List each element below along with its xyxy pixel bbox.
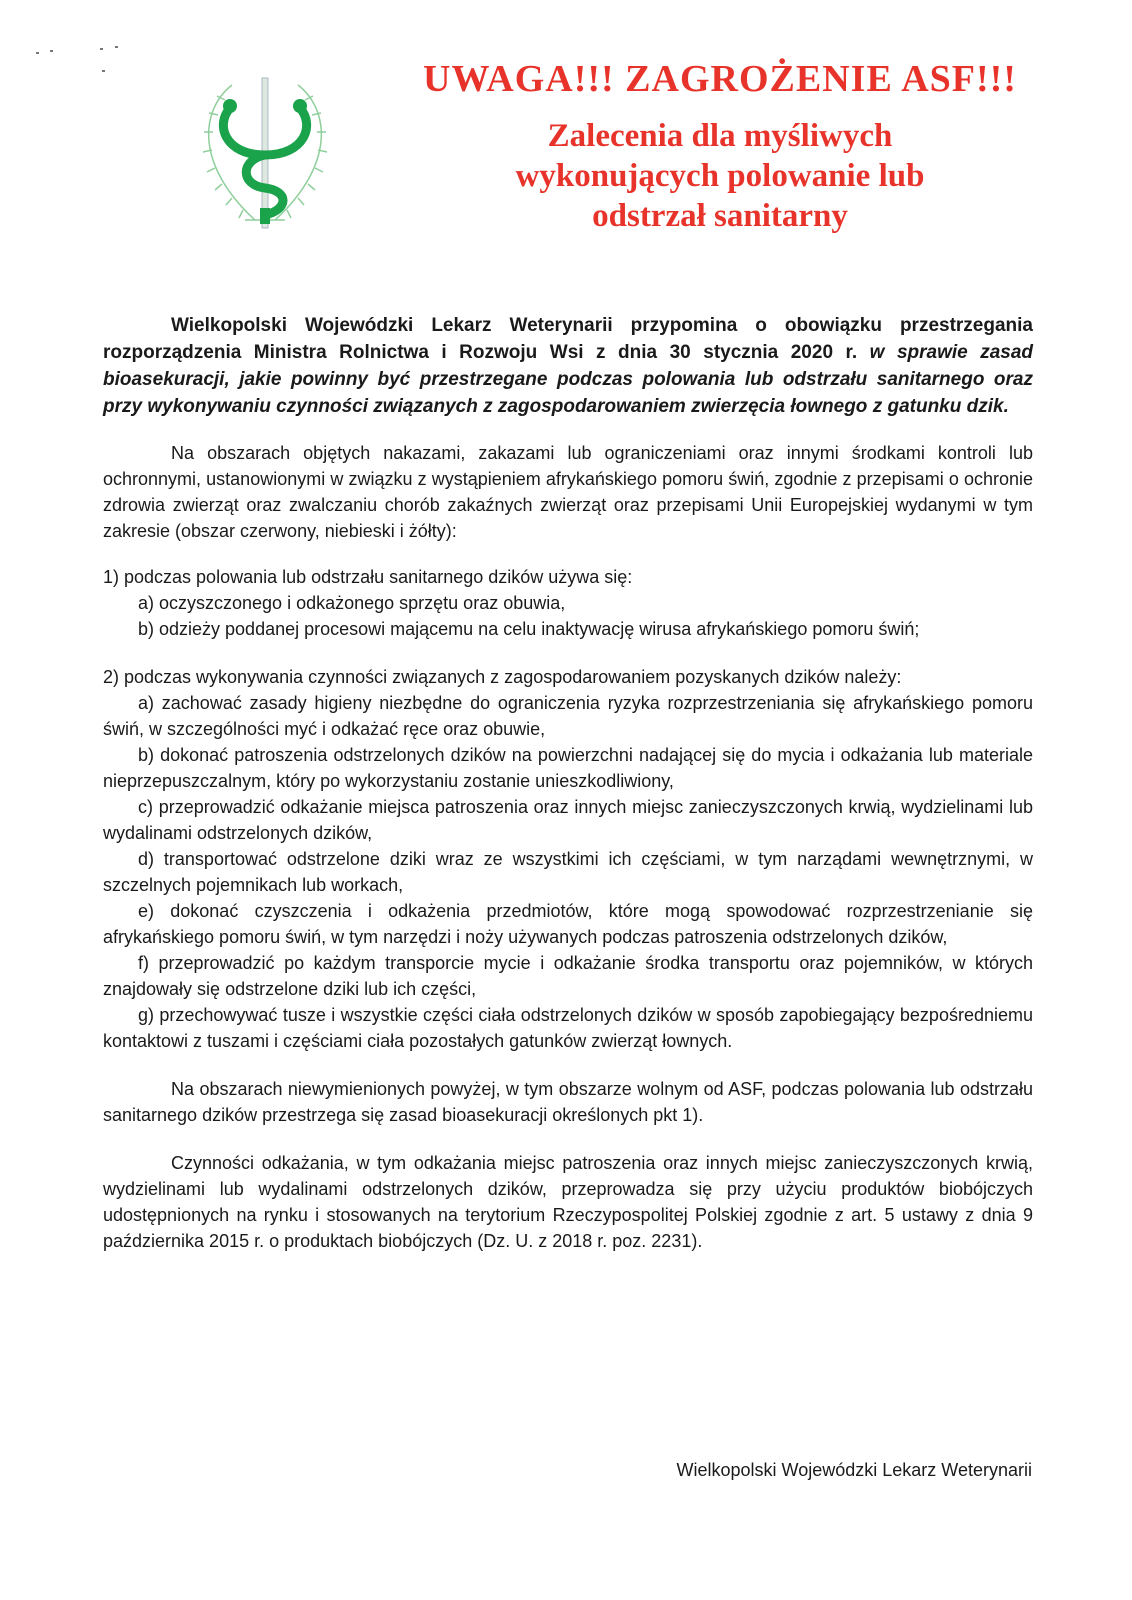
intro-paragraph	[103, 312, 1033, 420]
subtitle	[400, 116, 1040, 236]
veterinary-logo-icon	[170, 70, 360, 235]
paragraph-areas: Na obszarach objętych nakazami, zakazami lub ograniczeniami oraz innymi środkami kontroli lub ochronnymi, ustanowionymi w związku z wystąpieniem afrykańskiego pomoru świń, zgodnie z przepisami o ochronie zdrowia zwierząt oraz zwalczaniu chorób zakaźnych zwierząt oraz przepisami Unii Europejskiej wydanymi w tym zakresie (obszar czerwony, niebieski i żółty):	[103, 443, 1033, 541]
subtitle-line: Zalecenia dla myśliwych	[547, 118, 893, 154]
list-item: d) transportować odstrzelone dziki wraz ze wszystkimi ich częściami, w tym narządami wewnętrznymi, w szczelnych pojemnikach lub workach,	[103, 849, 1033, 895]
list-item: g) przechowywać tusze i wszystkie części ciała odstrzelonych dzików w sposób zapobiegający bezpośredniemu kontaktowi z tuszami i częściami ciała pozostałych gatunków zwierząt łownych.	[103, 1005, 1033, 1051]
list-item: c) przeprowadzić odkażanie miejsca patroszenia oraz innych miejsc zanieczyszczonych krwią, wydzielinami lub wydalinami odstrzelonych dzików,	[103, 797, 1033, 843]
intro-italic-text: w sprawie zasad bioasekuracji, jakie powinny być przestrzegane podczas polowania lub odstrzału sanitarnego oraz przy wykonywaniu czynności związanych z zagospodarowaniem zwierzęcia łownego z gatunku dzik.	[103, 342, 1034, 417]
list-item: b) dokonać patroszenia odstrzelonych dzików na powierzchni nadającej się do mycia i odkażania lub materiale nieprzepuszczalnym, który po wykorzystaniu zostanie unieszkodliwiony,	[103, 745, 1033, 791]
list-item: f) przeprowadzić po każdym transporcie mycie i odkażanie środka transportu oraz pojemników, w których znajdowały się odstrzelone dziki lub ich części,	[103, 953, 1033, 999]
list-item: a) zachować zasady higieny niezbędne do ograniczenia ryzyka rozprzestrzeniania się afrykańskiego pomoru świń, w szczególności myć i odkażać ręce oraz obuwie,	[103, 693, 1033, 739]
scan-artifact	[30, 44, 130, 84]
signature: Wielkopolski Wojewódzki Lekarz Weterynarii	[676, 1460, 1032, 1480]
intro-bold-text: Wielkopolski Wojewódzki Lekarz Weterynarii przypomina o obowiązku przestrzegania rozporządzenia Ministra Rolnictwa i Rozwoju Wsi z dnia 30 stycznia 2020 r.	[103, 315, 1033, 363]
subtitle-line: wykonujących polowanie lub	[515, 158, 925, 194]
subtitle-line: odstrzał sanitarny	[592, 198, 848, 234]
list-item: e) dokonać czyszczenia i odkażenia przedmiotów, które mogą spowodować rozprzestrzenianie się afrykańskiego pomoru świń, w tym narzędzi i noży używanych podczas patroszenia odstrzelonych dzików,	[103, 901, 1033, 947]
alert-title: UWAGA!!! ZAGROŻENIE ASF!!!	[423, 58, 1017, 100]
list-item: a) oczyszczonego i odkażonego sprzętu oraz obuwia,	[138, 593, 566, 613]
document-body	[103, 312, 1033, 1254]
document-header	[400, 56, 1040, 236]
list-item: b) odzieży poddanej procesowi mającemu na celu inaktywację wirusa afrykańskiego pomoru świń;	[138, 619, 920, 639]
point-2-label: 2) podczas wykonywania czynności związanych z zagospodarowaniem pozyskanych dzików należy:	[103, 667, 902, 687]
paragraph-free-area: Na obszarach niewymienionych powyżej, w tym obszarze wolnym od ASF, podczas polowania lub odstrzału sanitarnego dzików przestrzega się zasad bioasekuracji określonych pkt 1).	[103, 1079, 1033, 1125]
paragraph-disinfection: Czynności odkażania, w tym odkażania miejsc patroszenia oraz innych miejsc zanieczyszczonych krwią, wydzielinami lub wydalinami odstrzelonych dzików, przeprowadza się przy użyciu produktów biobójczych udostępnionych na rynku i stosowanych na terytorium Rzeczypospolitej Polskiej zgodnie z art. 5 ustawy z dnia 9 października 2015 r. o produktach biobójczych (Dz. U. z 2018 r. poz. 2231).	[103, 1153, 1033, 1251]
point-1-label: 1) podczas polowania lub odstrzału sanitarnego dzików używa się:	[103, 567, 633, 587]
